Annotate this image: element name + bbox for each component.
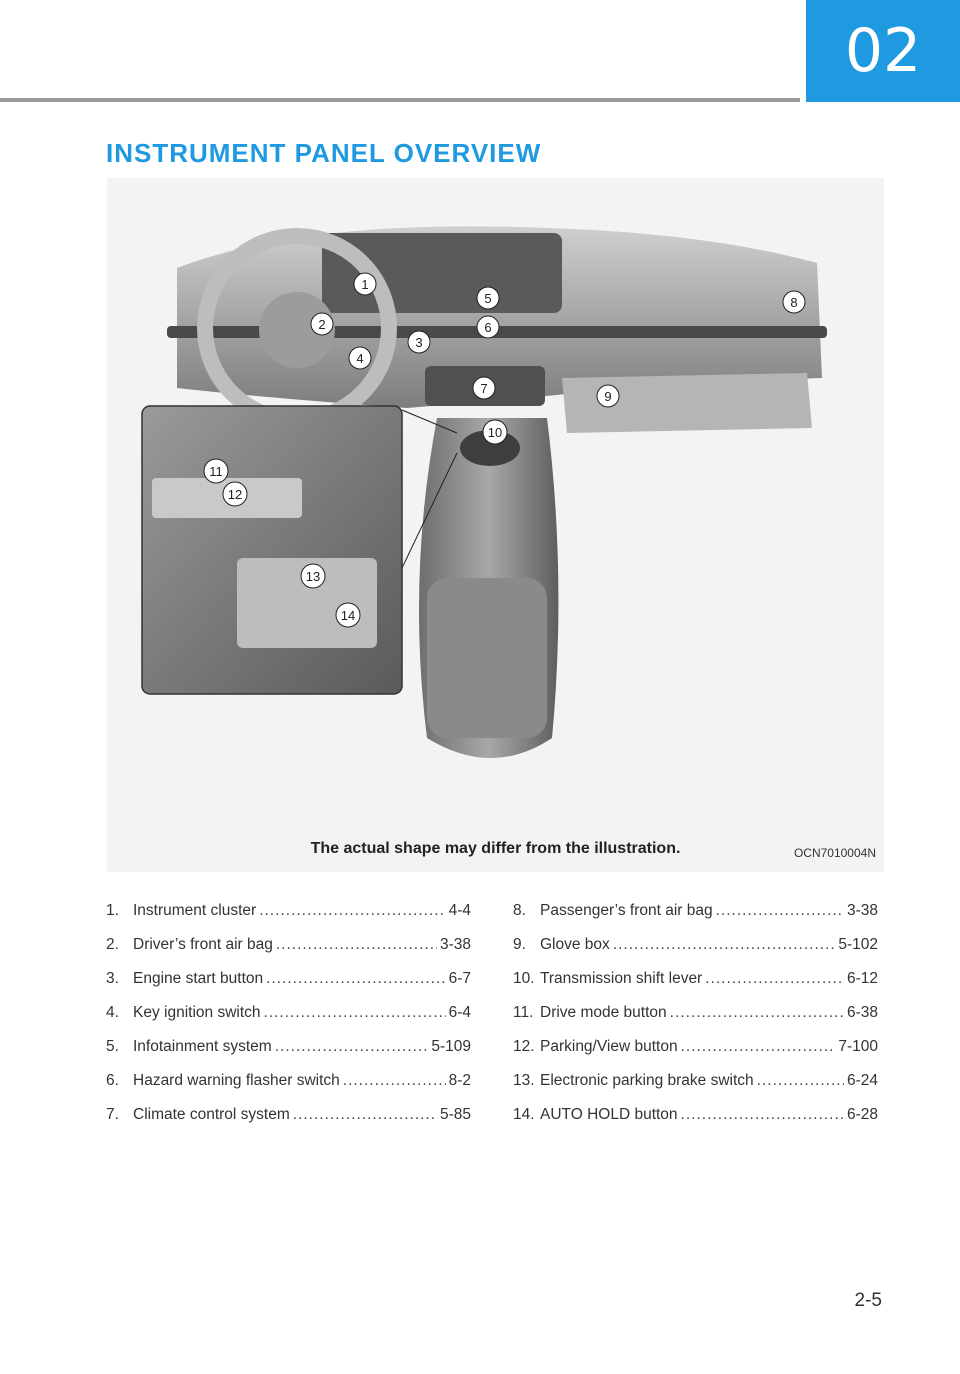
leader-dots bbox=[670, 1004, 844, 1022]
list-item bbox=[513, 936, 878, 970]
callout-12: 12 bbox=[227, 487, 243, 502]
item-number: 5. bbox=[106, 1038, 119, 1055]
list-item bbox=[106, 1038, 471, 1072]
item-page: 6-24 bbox=[846, 1072, 878, 1089]
callout-10: 10 bbox=[487, 425, 503, 440]
leader-dots bbox=[343, 1072, 446, 1090]
item-number: 7. bbox=[106, 1106, 119, 1123]
callout-7: 7 bbox=[480, 381, 488, 396]
figure-caption: The actual shape may differ from the illustration. bbox=[310, 840, 681, 857]
list-item bbox=[106, 1004, 471, 1038]
item-number: 8. bbox=[513, 902, 526, 919]
figure-code: OCN7010004N bbox=[793, 846, 876, 860]
leader-dots bbox=[757, 1072, 844, 1090]
item-label: Instrument cluster bbox=[133, 902, 257, 919]
item-number: 10. bbox=[513, 970, 535, 987]
item-label: Passenger’s front air bag bbox=[540, 902, 713, 919]
callout-1: 1 bbox=[361, 277, 369, 292]
list-item bbox=[106, 1072, 471, 1106]
leader-dots bbox=[681, 1106, 844, 1124]
leader-dots bbox=[266, 970, 445, 988]
callout-9: 9 bbox=[604, 389, 612, 404]
item-page: 5-109 bbox=[431, 1038, 471, 1055]
leader-dots bbox=[275, 1038, 429, 1056]
item-number: 6. bbox=[106, 1072, 119, 1089]
item-number: 3. bbox=[106, 970, 119, 987]
leader-dots bbox=[705, 970, 844, 988]
item-label: Parking/View button bbox=[540, 1038, 678, 1055]
list-item bbox=[106, 970, 471, 1004]
chapter-tab: 02 bbox=[806, 0, 960, 102]
callout-8: 8 bbox=[790, 295, 798, 310]
infotainment-screen bbox=[322, 233, 562, 313]
callout-5: 5 bbox=[484, 291, 492, 306]
item-page: 6-38 bbox=[846, 1004, 878, 1021]
callout-14: 14 bbox=[340, 608, 356, 623]
item-page: 6-12 bbox=[846, 970, 878, 987]
item-page: 7-100 bbox=[838, 1038, 878, 1055]
item-page: 6-4 bbox=[448, 1004, 471, 1021]
list-item bbox=[106, 1106, 471, 1140]
page-number: 2-5 bbox=[854, 1290, 882, 1311]
component-list-right bbox=[513, 902, 878, 1140]
item-page: 3-38 bbox=[439, 936, 471, 953]
list-item bbox=[513, 1038, 878, 1072]
callout-6: 6 bbox=[484, 320, 492, 335]
header-rule bbox=[0, 98, 800, 102]
item-label: AUTO HOLD button bbox=[540, 1106, 678, 1123]
list-item bbox=[513, 902, 878, 936]
item-number: 12. bbox=[513, 1038, 535, 1055]
section-title: INSTRUMENT PANEL OVERVIEW bbox=[106, 138, 542, 168]
item-label: Transmission shift lever bbox=[540, 970, 703, 987]
item-number: 2. bbox=[106, 936, 119, 953]
item-number: 14. bbox=[513, 1106, 535, 1123]
item-label: Drive mode button bbox=[540, 1004, 667, 1021]
leader-dots bbox=[293, 1106, 437, 1124]
leader-dots bbox=[259, 902, 445, 920]
list-item bbox=[106, 902, 471, 936]
leader-dots bbox=[276, 936, 437, 954]
item-label: Hazard warning flasher switch bbox=[133, 1072, 340, 1089]
item-page: 3-38 bbox=[846, 902, 878, 919]
item-page: 4-4 bbox=[448, 902, 471, 919]
item-label: Engine start button bbox=[133, 970, 264, 987]
item-label: Infotainment system bbox=[133, 1038, 272, 1055]
shift-area-inset bbox=[142, 406, 402, 694]
leader-dots bbox=[264, 1004, 446, 1022]
item-page: 6-7 bbox=[448, 970, 471, 987]
list-item bbox=[513, 970, 878, 1004]
list-item bbox=[106, 936, 471, 970]
item-page: 5-85 bbox=[439, 1106, 471, 1123]
item-number: 1. bbox=[106, 902, 119, 919]
item-number: 9. bbox=[513, 936, 526, 953]
item-number: 13. bbox=[513, 1072, 535, 1089]
list-item bbox=[513, 1106, 878, 1140]
item-label: Key ignition switch bbox=[133, 1004, 261, 1021]
item-page: 6-28 bbox=[846, 1106, 878, 1123]
item-page: 8-2 bbox=[448, 1072, 471, 1089]
leader-dots bbox=[613, 936, 836, 954]
leader-dots bbox=[681, 1038, 836, 1056]
instrument-panel-figure bbox=[107, 178, 884, 872]
leader-dots bbox=[716, 902, 844, 920]
callout-11: 11 bbox=[209, 464, 223, 479]
item-number: 4. bbox=[106, 1004, 119, 1021]
item-label: Electronic parking brake switch bbox=[540, 1072, 754, 1089]
item-label: Glove box bbox=[540, 936, 610, 953]
callout-13: 13 bbox=[305, 569, 321, 584]
armrest bbox=[427, 578, 547, 738]
item-label: Climate control system bbox=[133, 1106, 290, 1123]
item-label: Driver’s front air bag bbox=[133, 936, 273, 953]
dashboard-illustration bbox=[107, 178, 884, 872]
list-item bbox=[513, 1004, 878, 1038]
item-page: 5-102 bbox=[838, 936, 878, 953]
callout-3: 3 bbox=[415, 335, 423, 350]
component-list-left bbox=[106, 902, 471, 1140]
callout-4: 4 bbox=[356, 351, 364, 366]
callout-2: 2 bbox=[318, 317, 326, 332]
item-number: 11. bbox=[513, 1004, 534, 1021]
list-item bbox=[513, 1072, 878, 1106]
